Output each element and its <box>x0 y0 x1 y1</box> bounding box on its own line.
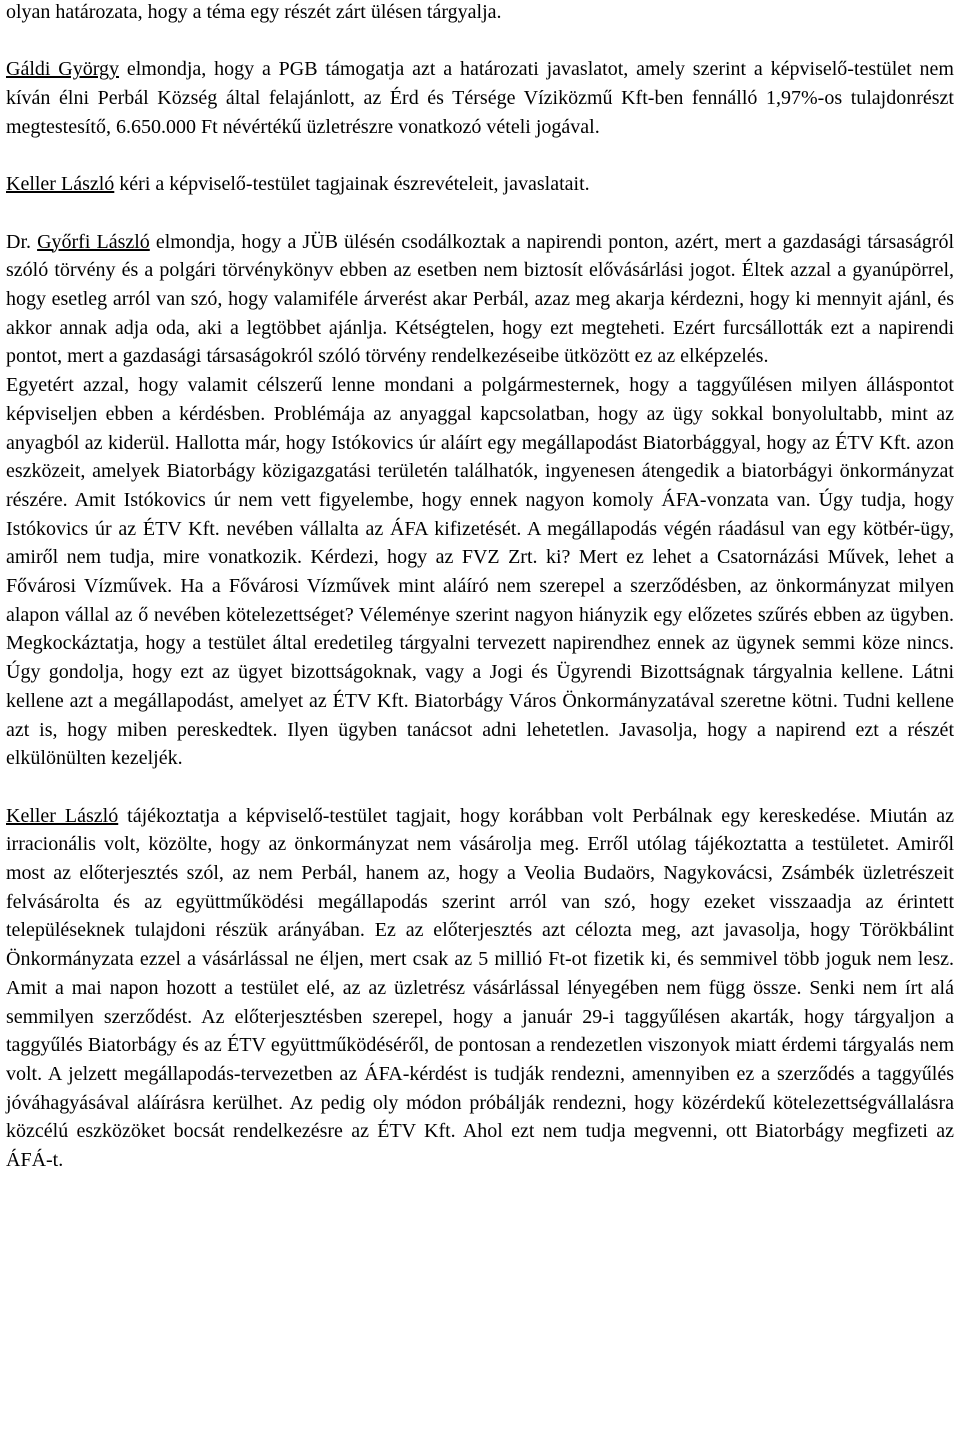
paragraph-text: tájékoztatja a képviselő-testület tagjait, hogy korábban volt Perbálnak egy kereskedése. Miután az irracionális volt, közölte, hogy az önkormányzat nem vásárolja meg. Erről utólag tájékoztatta a testületet. Amiről most az előterjesztés szól, az nem Perbál, hanem az, hogy a Veolia Budaörs, Nagykovácsi, Zsámbék üzletrészeit felvásárolta és az együttműködési megállapodás szerint arról van szó, hogy ezeket visszaadja az érintett településeknek tulajdoni részük arányában. Ez az előterjesztés azt célozta meg, azt javasolja, hogy Törökbálint Önkormányzata ezzel a vásárlással ne éljen, mert csak az 5 millió Ft-ot fizetik ki, és semmivel több joguk nem lesz. Amit a mai napon hozott a testület elé, az az üzletrész vásárlással lényegében nem függ össze. Senki nem írt alá semmilyen szerződést. Az előterjesztésben szerepel, hogy a január 29-i taggyűlésen akarták, hogy tárgyaljon a taggyűlés Biatorbágy és az ÉTV együttműködéséről, de pontosan a rendezetlen viszonyok miatt érdemi tárgyalás nem volt. A jelzett megállapodás-tervezetben az ÁFA-kérdést is tudják rendezni, amennyiben ez a szerződés a taggyűlés jóváhagyásával aláírásra kerülhet. Az pedig oly módon próbálják rendezni, hogy közérdekű kötelezettségvállalásra közcélú eszközöket bocsát rendelkezésre az ÉTV Kft. Ahol ezt nem tudja megvenni, ott Biatorbágy megfizeti az ÁFÁ-t. <box>6 804 954 1172</box>
paragraph-gap <box>6 199 954 228</box>
paragraph-keller-2 <box>6 802 954 1175</box>
speaker-name: Keller László <box>6 804 119 827</box>
speaker-name: Keller László <box>6 173 115 196</box>
paragraph-text: olyan határozata, hogy a téma egy részét zárt ülésen tárgyalja. <box>6 1 502 23</box>
paragraph-gap <box>6 27 954 56</box>
paragraph-galdi <box>6 55 954 141</box>
paragraph-continuation <box>6 0 954 27</box>
paragraph-gyorfi-continued <box>6 371 954 773</box>
paragraph-text: Egyetért azzal, hogy valamit célszerű lenne mondani a polgármesternek, hogy a taggyűlésen milyen álláspontot képviseljen ebben a kérdésben. Problémája az anyaggal kapcsolatban, hogy az ügy sokkal bonyolultabb, mint az anyagból az kiderül. Hallotta már, hogy Istókovics úr aláírt egy megállapodást Biatorbággyal, hogy az ÉTV Kft. azon eszközeit, amelyek Biatorbágy közigazgatási területén találhatók, ingyenesen átengedik a biatorbágyi önkormányzat részére. Amit Istókovics úr nem vett figyelembe, hogy ennek nagyon komoly ÁFA-vonzata van. Úgy tudja, hogy Istókovics úr az ÉTV Kft. nevében vállalta az ÁFA kifizetését. A megállapodás végén ráadásul van egy kötbér-ügy, amiről nem tudja, mire vonatkozik. Kérdezi, hogy az FVZ Zrt. ki? Mert ez lehet a Csatornázási Művek, lehet a Fővárosi Vízművek. Ha a Fővárosi Vízművek mint aláíró nem szerepel a szerződésben, az önkormányzat milyen alapon vállal az ő nevében kötelezettséget? Véleménye szerint nagyon hiányzik egy előzetes szűrés ebben az ügyben. Megkockáztatja, hogy a testület által eredetileg tárgyalni tervezett napirendhez ennek az ügynek semmi köze nincs. Úgy gondolja, hogy ezt az ügyet bizottságoknak, vagy a Jogi és Ügyrendi Bizottságnak tárgyalnia kellene. Látni kellene azt a megállapodást, amelyet az ÉTV Kft. Biatorbágy Város Önkormányzatával szeretne kötni. Tudni kellene azt is, hogy miben pereskedtek. Ilyen ügyben tanácsot adni lehetetlen. Javasolja, hogy a napirend ezt a részét elkülönülten kezeljék. <box>6 374 954 770</box>
paragraph-gyorfi <box>6 228 954 372</box>
paragraph-text: elmondja, hogy a JÜB ülésén csodálkoztak a napirendi ponton, azért, mert a gazdasági társaságról szóló törvény és a polgári törvénykönyv ebben az esetben nem biztosít elővásárlási jogot. Éltek azzal a gyanúpörrel, hogy esetleg arról van szó, hogy valamiféle árverést akar Perbál, azaz meg akarja kérdezni, hogy ki mennyit ajánl, és akkor annak adja oda, aki a legtöbbet ajánlja. Kétségtelen, hogy ezt megteheti. Ezért furcsállották ezt a napirendi pontot, mert a gazdasági társaságokról szóló törvény rendelkezéseibe ütközött ez az elképzelés. <box>6 230 955 368</box>
speaker-name: Győrfi László <box>37 230 150 253</box>
paragraph-keller-1 <box>6 170 954 199</box>
paragraph-text: elmondja, hogy a PGB támogatja azt a határozati javaslatot, amely szerint a képviselő-testület nem kíván élni Perbál Község által felajánlott, az Érd és Térsége Víziközmű Kft-ben fennálló 1,97%-os tulajdonrészt megtestesítő, 6.650.000 Ft névértékű üzletrészre vonatkozó vételi jogával. <box>6 58 954 138</box>
speaker-name: Gáldi György <box>6 58 120 81</box>
paragraph-gap <box>6 773 954 802</box>
speaker-prefix: Dr. <box>6 230 38 253</box>
paragraph-gap <box>6 142 954 171</box>
document-body <box>6 0 954 1175</box>
paragraph-text: kéri a képviselő-testület tagjainak észrevételeit, javaslatait. <box>114 173 590 196</box>
